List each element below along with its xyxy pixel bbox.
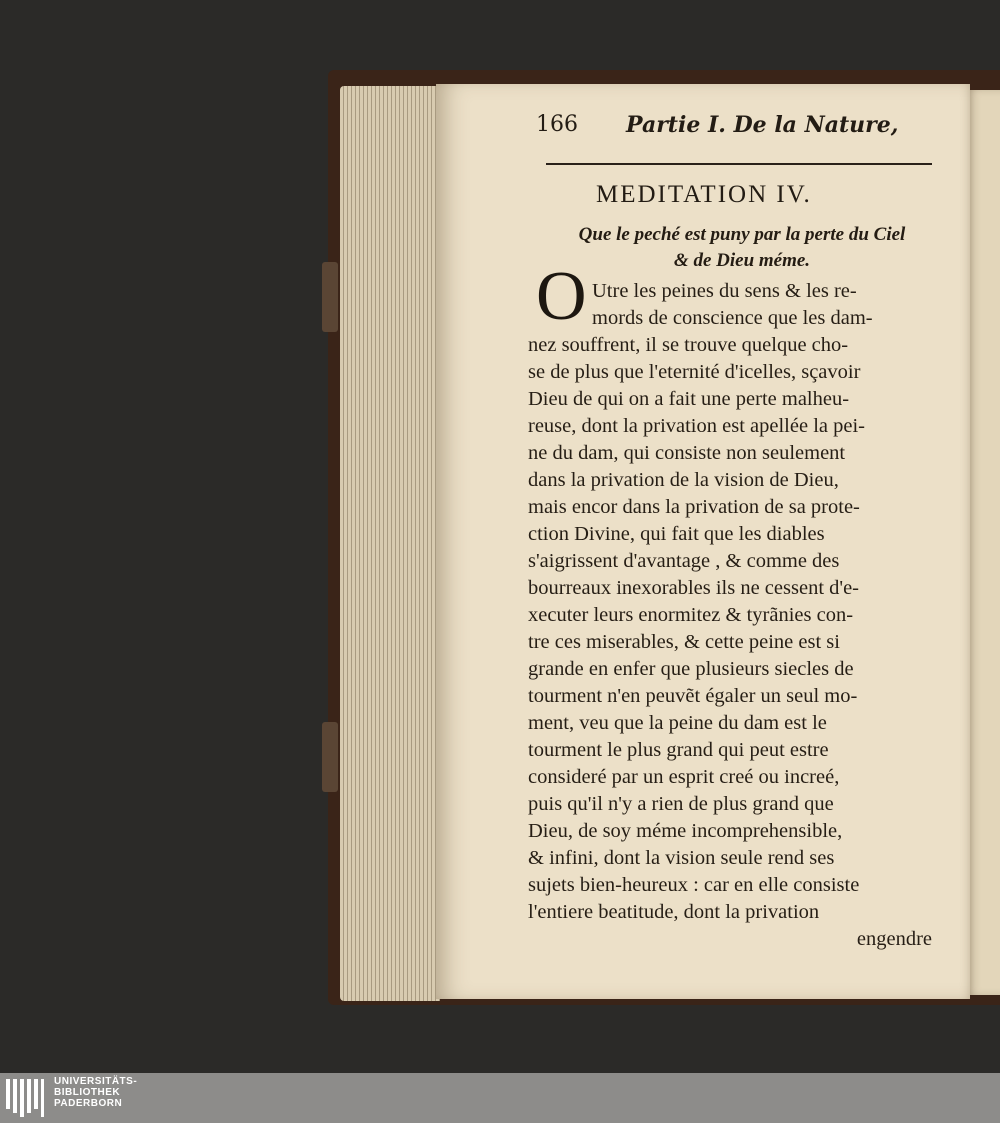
text-line: grande en enfer que plusieurs siecles de [528, 658, 854, 680]
text-line: sujets bien-heureux : car en elle consiste [528, 874, 860, 896]
text-line: s'aigrissent d'avantage , & comme des [528, 550, 840, 572]
text-line: Dieu de qui on a fait une perte malheu- [528, 388, 850, 410]
catchword: engendre [856, 928, 932, 950]
text-line: ment, veu que la peine du dam est le [528, 712, 827, 734]
meditation-subtitle [552, 222, 932, 274]
text-line: & infini, dont la vision seule rend ses [528, 847, 835, 869]
subtitle-line: & de Dieu méme. [673, 250, 811, 271]
text-line: l'entiere beatitude, dont la privation [528, 901, 820, 923]
text-line: ction Divine, qui fait que les diables [528, 523, 825, 545]
clasp-top [322, 262, 338, 332]
header-rule [546, 163, 932, 165]
text-line: mords de conscience que les dam- [592, 307, 873, 329]
text-line: xecuter leurs enormitez & tyrãnies con- [528, 604, 854, 626]
text-line: tourment le plus grand qui peut estre [528, 739, 829, 761]
text-line: puis qu'il n'y a rien de plus grand que [528, 793, 834, 815]
running-head [536, 108, 936, 142]
text-line: reuse, dont la privation est apellée la pei- [528, 415, 865, 437]
facing-page-edge [966, 90, 1000, 995]
text-line: se de plus que l'eternité d'icelles, sçavoir [528, 361, 861, 383]
text-line: consideré par un esprit creé ou increé, [528, 766, 840, 788]
text-line: tourment n'en peuvẽt égaler un seul mo- [528, 685, 858, 707]
text-line: ne du dam, qui consiste non seulement [528, 442, 846, 464]
drop-cap: O [536, 258, 587, 335]
text-line: Utre les peines du sens & les re- [592, 280, 857, 302]
text-line: Dieu, de soy méme incomprehensible, [528, 820, 843, 842]
subtitle-line: Que le peché est puny par la perte du Ciel [578, 224, 906, 245]
library-logo-text [54, 1076, 137, 1109]
text-line: dans la privation de la vision de Dieu, [528, 469, 839, 491]
text-line: tre ces miserables, & cette peine est si [528, 631, 840, 653]
meditation-heading: MEDITATION IV. [596, 181, 812, 208]
logo-line: UNIVERSITÄTS- [54, 1076, 138, 1087]
text-line: bourreaux inexorables ils ne cessent d'e- [528, 577, 860, 599]
text-line: mais encor dans la privation de sa prote- [528, 496, 860, 518]
page-edges [340, 86, 440, 1001]
text-line: nez souffrent, il se trouve quelque cho- [528, 334, 849, 356]
logo-line: BIBLIOTHEK [54, 1087, 121, 1098]
footer-bar [0, 1073, 1000, 1123]
running-head-title: Partie I. De la Nature, [626, 112, 899, 138]
clasp-bottom [322, 722, 338, 792]
library-logo-icon [6, 1079, 46, 1117]
logo-line: PADERBORN [54, 1098, 123, 1109]
page-number: 166 [536, 112, 578, 137]
